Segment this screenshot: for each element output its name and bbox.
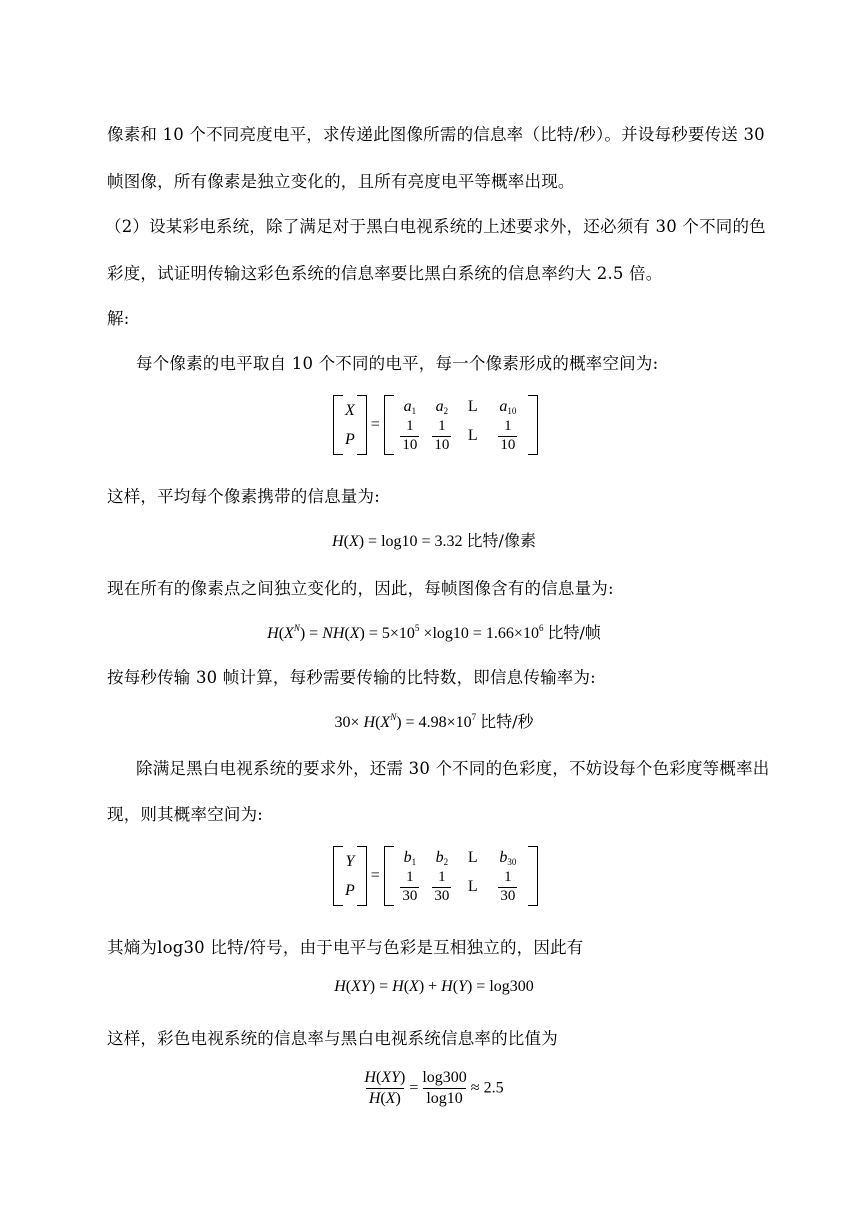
text-line-6: 每个像素的电平取自 10 个不同的电平，每一个像素形成的概率空间为: [136,354,659,373]
equation-hx: H(X) = log10 = 3.32 比特/像素 [332,531,536,550]
probability-space-matrix-x: X P = $a_1$ $a_2$ L $a_{10}$ $\frac{1}{10}$ $\frac{1}{10}$ L $\frac{1}{10}$ [333,394,538,456]
equation-hxn: $H(X^N) = NH(X) = 5\times 10^5 \times\log 10 = 1.66\times 10^6$ 比特/帧 [267,623,601,642]
probability-space-matrix-y: Y P = $b_1$ $b_2$ L $b_{30}$ $\frac{1}{30}$ $\frac{1}{30}$ L $\frac{1}{30}$ [333,845,538,907]
text-line-4: 彩度，试证明传输这彩色系统的信息率要比黑白系统的信息率约大 2.5 倍。 [107,264,663,283]
text-line-5: 解: [107,309,130,328]
matrix-var-y: Y [345,852,355,870]
equation-rate: $30\times H(X^N) = 4.98\times 10^7$ 比特/秒 [334,712,534,731]
text-line-9: 按每秒传输 30 帧计算，每秒需要传输的比特数，即信息传输率为: [107,668,596,687]
text-line-1: 像素和 10 个不同亮度电平，求传递此图像所需的信息率（比特/秒）。并设每秒要传送 30 [107,125,765,144]
text-line-8: 现在所有的像素点之间独立变化的，因此，每帧图像含有的信息量为: [107,579,614,598]
text-line-10: 除满足黑白电视系统的要求外，还需 30 个不同的色彩度，不妨设每个色彩度等概率出 [136,759,770,778]
text-line-3: （2）设某彩电系统，除了满足对于黑白电视系统的上述要求外，还必须有 30 个不同的色 [105,217,766,236]
text-line-2: 帧图像，所有像素是独立变化的，且所有亮度电平等概率出现。 [107,172,575,191]
equation-ratio: $\frac{H(XY)}{H(X)}$ = $\frac{\log 300}{\log 10}$ ≈ 2.5 [364,1069,504,1107]
equation-hxy: H(XY) = H(X) + H(Y) = log300 [334,978,534,995]
text-line-13: 这样，彩色电视系统的信息率与黑白电视系统信息率的比值为 [107,1029,558,1048]
matrix-var-x: X [345,401,355,419]
matrix-var-p: P [345,430,355,448]
text-line-12: 其熵为log30 比特/符号，由于电平与色彩是互相独立的，因此有 [107,938,584,957]
text-line-7: 这样，平均每个像素携带的信息量为: [107,487,380,506]
matrix-var-p2: P [345,881,355,899]
text-line-11: 现，则其概率空间为: [107,805,264,824]
